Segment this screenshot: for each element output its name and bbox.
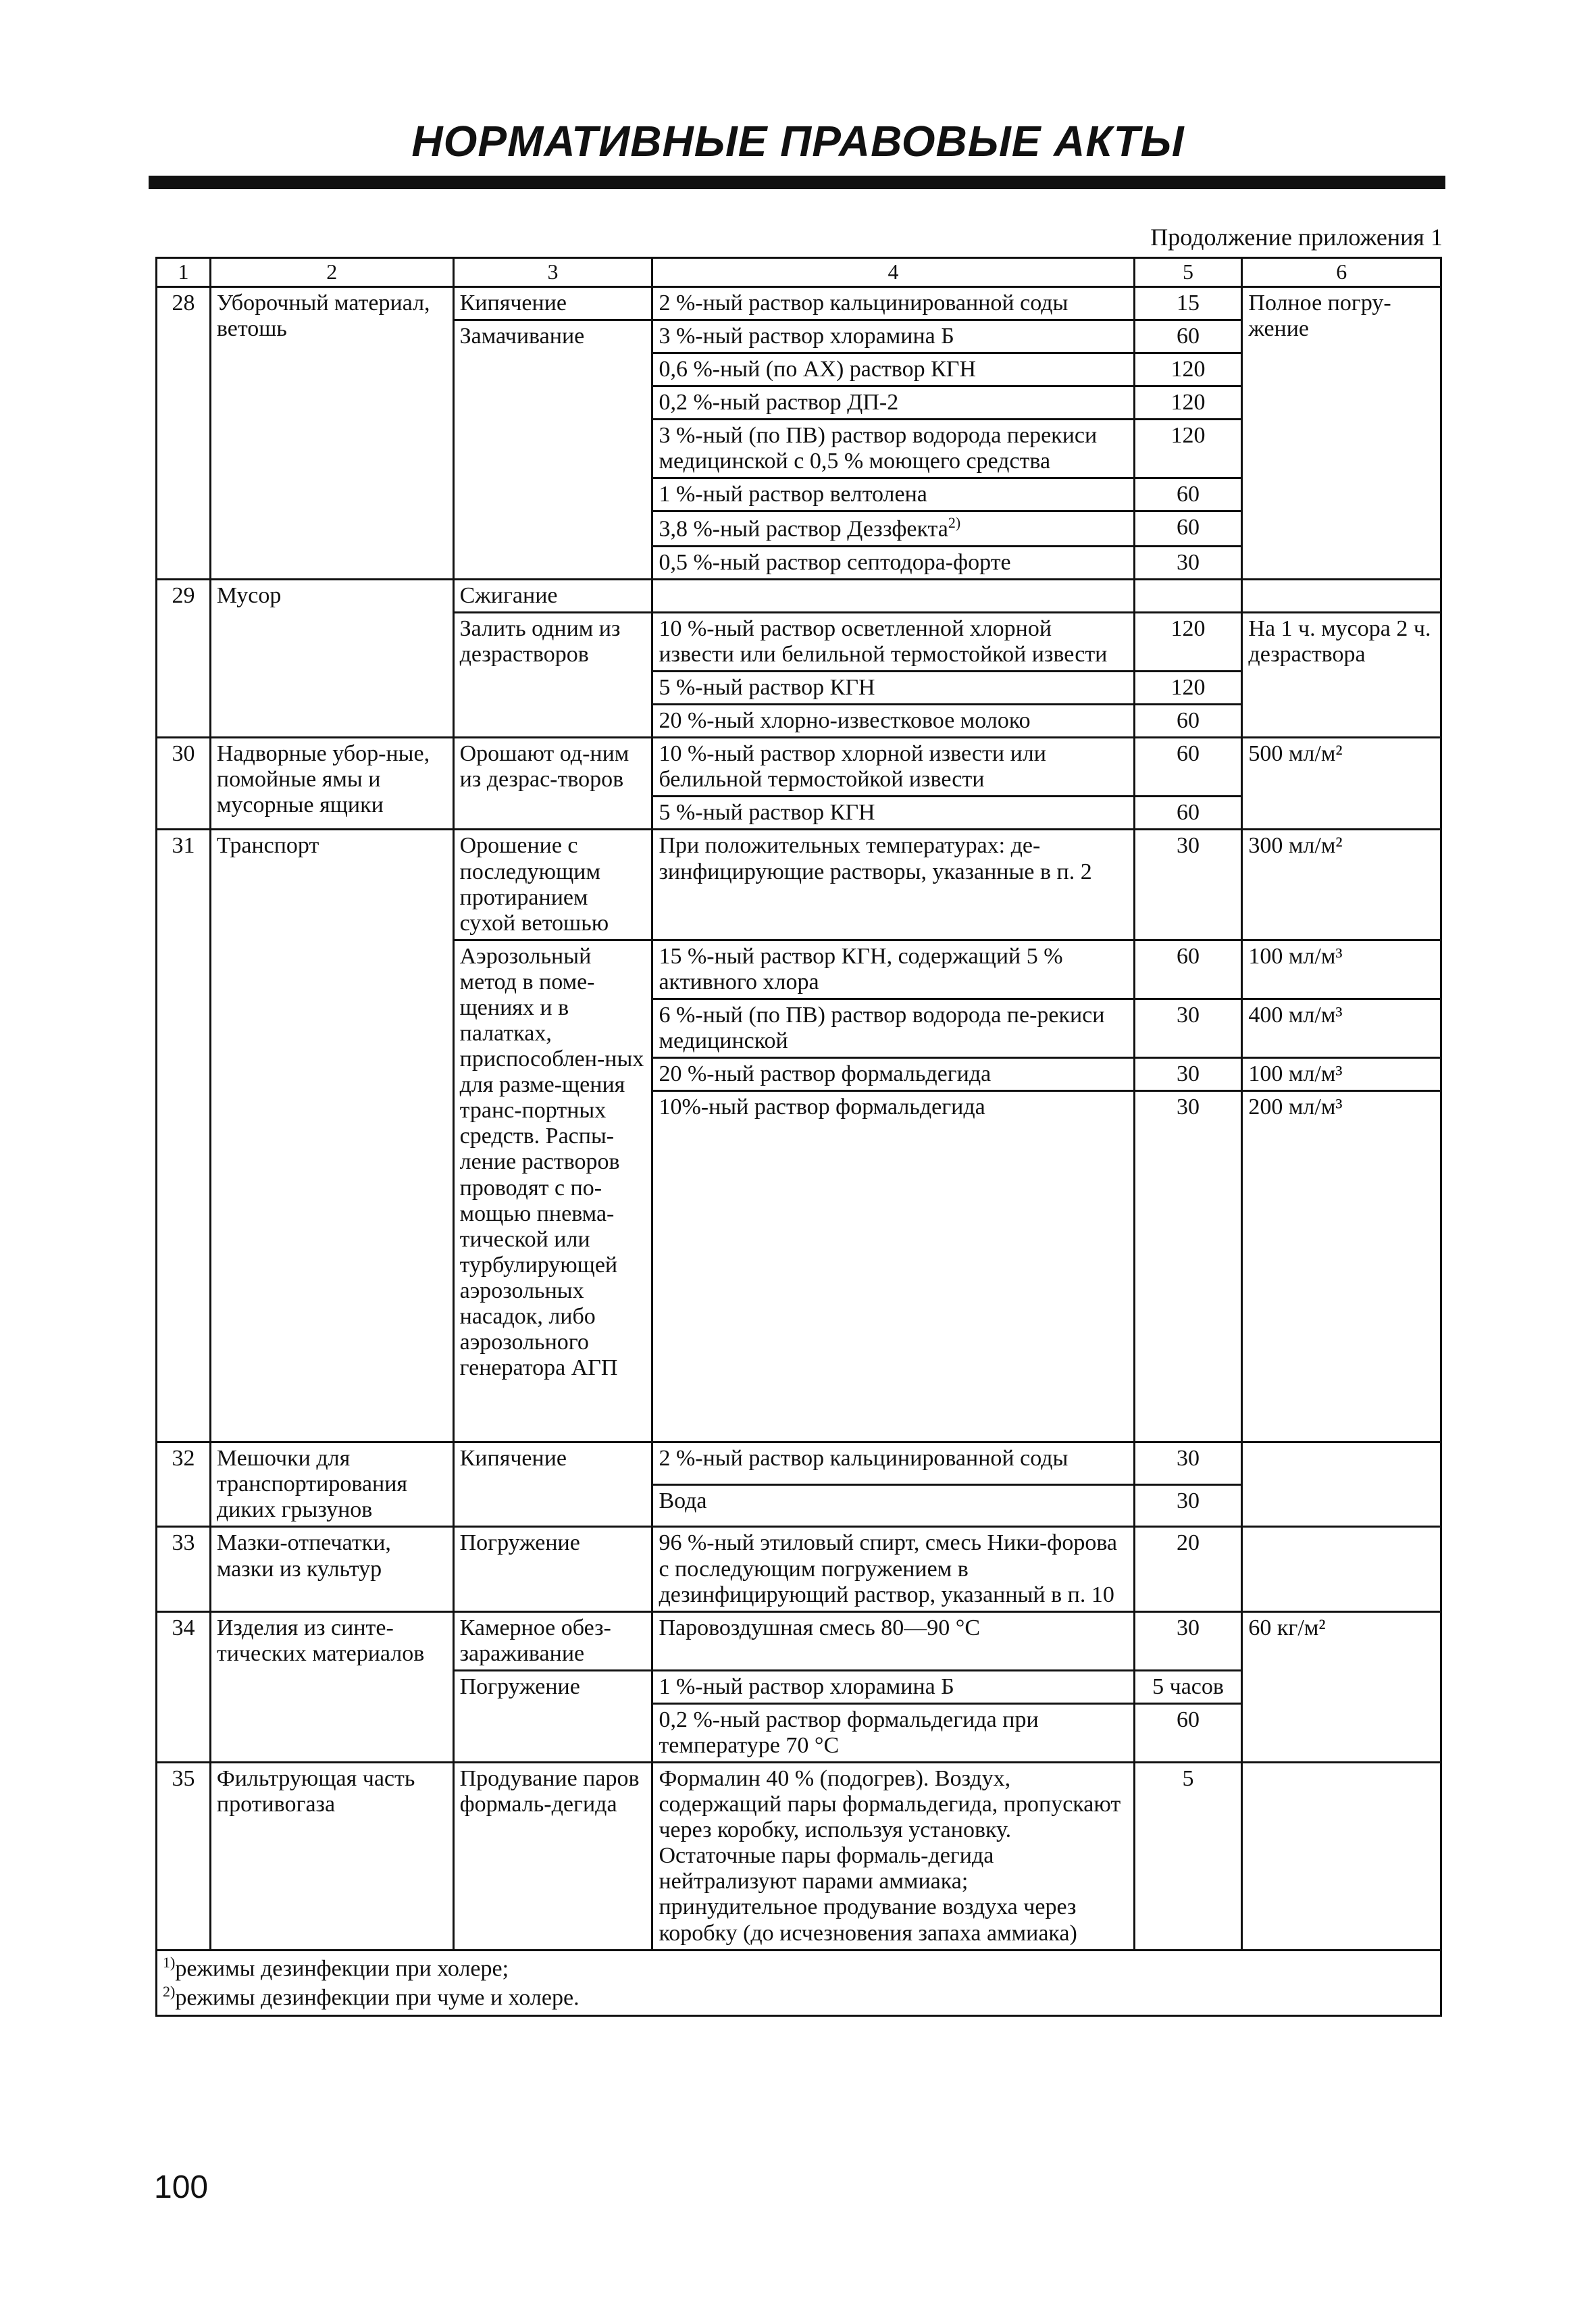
row-number: 31 [157,830,211,1442]
table-row [157,738,1441,797]
agent-cell: 15 %-ный раствор КГН, содержащий 5 % активного хлора [652,940,1134,999]
agent-cell: 3 %-ный (по ПВ) раствор водорода перекиси медицинской с 0,5 % моющего средства [652,420,1134,478]
agent-cell: Формалин 40 % (подогрев). Воздух, содержащий пары формальдегида, пропускают через коробку, используя установку. Остаточные пары формаль-дегида нейтрализуют парами аммиака; принудительное продувание воздуха через коробку (до исчезновения запаха аммиака) [652,1763,1134,1951]
note-cell: 300 мл/м² [1242,830,1441,940]
row-number: 30 [157,738,211,830]
agent-cell: 10 %-ный раствор хлорной извести или белильной термостойкой извести [652,738,1134,797]
time-cell: 30 [1134,1611,1242,1670]
time-cell: 120 [1134,672,1242,705]
note-cell: 400 мл/м³ [1242,999,1441,1057]
time-cell: 30 [1134,1442,1242,1485]
table-row [157,1763,1441,1951]
agent-cell: 6 %-ный (по ПВ) раствор водорода пе-рекиси медицинской [652,999,1134,1057]
disinfection-table [155,257,1442,2017]
note-cell: Полное погру-жение [1242,286,1441,579]
time-cell: 5 часов [1134,1670,1242,1703]
footnote-1 [163,1954,1435,1983]
object-cell: Транспорт [210,830,453,1442]
note-cell: 60 кг/м² [1242,1611,1441,1762]
method-cell: Замачивание [453,320,652,579]
row-number: 33 [157,1527,211,1611]
time-cell: 60 [1134,478,1242,511]
method-cell: Погружение [453,1670,652,1762]
column-header: 6 [1242,258,1441,287]
agent-cell: 0,2 %-ный раствор ДП-2 [652,386,1134,420]
column-header: 3 [453,258,652,287]
agent-cell: При положительных температурах: де-зинфицирующие растворы, указанные в п. 2 [652,830,1134,940]
table-row [157,830,1441,940]
object-cell: Уборочный материал, ветошь [210,286,453,579]
footnote-mark: 2) [163,1982,176,2000]
footnote-2 [163,1983,1435,2012]
note-cell: 500 мл/м² [1242,738,1441,830]
footnotes-cell [157,1950,1441,2015]
method-cell: Камерное обез-зараживание [453,1611,652,1670]
note-cell: 200 мл/м³ [1242,1091,1441,1442]
method-cell: Кипячение [453,1442,652,1527]
agent-cell: 2 %-ный раствор кальцинированной соды [652,1442,1134,1485]
note-cell: На 1 ч. мусора 2 ч. дезраствора [1242,612,1441,737]
agent-cell [652,579,1134,612]
agent-cell: 0,2 %-ный раствор формальдегида при температуре 70 °С [652,1703,1134,1762]
agent-cell: 0,5 %-ный раствор септодора-форте [652,546,1134,579]
footnote-row [157,1950,1441,2015]
time-cell: 60 [1134,797,1242,830]
object-cell: Фильтрующая часть противогаза [210,1763,453,1951]
time-cell: 60 [1134,940,1242,999]
header-rule [149,176,1445,189]
footnote-text: режимы дезинфекции при холере; [175,1955,509,1981]
note-cell: 100 мл/м³ [1242,1058,1441,1091]
continuation-label: Продолжение приложения 1 [1150,224,1443,251]
time-cell: 120 [1134,386,1242,420]
column-header: 4 [652,258,1134,287]
object-cell: Изделия из синте-тических материалов [210,1611,453,1762]
table-row [157,1611,1441,1670]
agent-cell: 10%-ный раствор формальдегида [652,1091,1134,1442]
agent-cell: 5 %-ный раствор КГН [652,797,1134,830]
agent-cell: 20 %-ный раствор формальдегида [652,1058,1134,1091]
table-row [157,1527,1441,1611]
time-cell [1134,579,1242,612]
time-cell: 30 [1134,1091,1242,1442]
method-cell: Сжигание [453,579,652,612]
row-number: 34 [157,1611,211,1762]
time-cell: 120 [1134,420,1242,478]
agent-text: 3,8 %-ный раствор Деззфекта [659,516,948,542]
time-cell: 15 [1134,286,1242,320]
object-cell: Мусор [210,579,453,737]
table-row [157,579,1441,612]
note-cell [1242,1442,1441,1527]
row-number: 35 [157,1763,211,1951]
object-cell: Мазки-отпечатки, мазки из культур [210,1527,453,1611]
page-number: 100 [154,2169,209,2205]
time-cell: 60 [1134,1703,1242,1762]
method-cell: Аэрозольный метод в поме-щениях и в палатках, приспособлен-ных для разме-щения транс-портных средств. Распы-ление растворов проводят с по-мощью пневма-тической или турбулирующей аэрозольных насадок, либо аэрозольного генератора АГП [453,940,652,1442]
agent-cell: 5 %-ный раствор КГН [652,672,1134,705]
time-cell: 30 [1134,830,1242,940]
method-cell: Орошают од-ним из дезрас-творов [453,738,652,830]
time-cell: 20 [1134,1527,1242,1611]
agent-cell: 1 %-ный раствор велтолена [652,478,1134,511]
time-cell: 5 [1134,1763,1242,1951]
table-row [157,1442,1441,1485]
note-cell [1242,579,1441,612]
row-number: 32 [157,1442,211,1527]
column-header: 2 [210,258,453,287]
method-cell: Орошение с последующим протиранием сухой ветошью [453,830,652,940]
agent-cell: 0,6 %-ный (по АХ) раствор КГН [652,353,1134,386]
column-header: 1 [157,258,211,287]
time-cell: 120 [1134,612,1242,671]
note-cell [1242,1527,1441,1611]
agent-cell: Паровоздушная смесь 80—90 °С [652,1611,1134,1670]
agent-cell [652,511,1134,546]
note-cell: 100 мл/м³ [1242,940,1441,999]
object-cell: Надворные убор-ные, помойные ямы и мусорные ящики [210,738,453,830]
footnote-ref: 2) [948,514,961,532]
page-header-title: НОРМАТИВНЫЕ ПРАВОВЫЕ АКТЫ [411,117,1185,166]
agent-cell: Вода [652,1484,1134,1527]
table-header-row [157,258,1441,287]
method-cell: Погружение [453,1527,652,1611]
time-cell: 60 [1134,738,1242,797]
footnote-text: режимы дезинфекции при чуме и холере. [175,1985,580,2011]
agent-cell: 1 %-ный раствор хлорамина Б [652,1670,1134,1703]
column-header: 5 [1134,258,1242,287]
agent-cell: 20 %-ный хлорно-известковое молоко [652,705,1134,738]
method-cell: Продувание паров формаль-дегида [453,1763,652,1951]
row-number: 28 [157,286,211,579]
agent-cell: 2 %-ный раствор кальцинированной соды [652,286,1134,320]
agent-cell: 96 %-ный этиловый спирт, смесь Ники-форова с последующим погружением в дезинфицирующий раствор, указанный в п. 10 [652,1527,1134,1611]
agent-cell: 3 %-ный раствор хлорамина Б [652,320,1134,353]
agent-cell: 10 %-ный раствор осветленной хлорной извести или белильной термостойкой извести [652,612,1134,671]
object-cell: Мешочки для транспортирования диких грызунов [210,1442,453,1527]
table-row [157,286,1441,320]
time-cell: 30 [1134,1058,1242,1091]
method-cell: Залить одним из дезрастворов [453,612,652,737]
time-cell: 60 [1134,320,1242,353]
footnote-mark: 1) [163,1953,176,1971]
row-number: 29 [157,579,211,737]
time-cell: 120 [1134,353,1242,386]
time-cell: 30 [1134,1484,1242,1527]
method-cell: Кипячение [453,286,652,320]
time-cell: 60 [1134,705,1242,738]
time-cell: 60 [1134,511,1242,546]
time-cell: 30 [1134,546,1242,579]
note-cell [1242,1763,1441,1951]
time-cell: 30 [1134,999,1242,1057]
